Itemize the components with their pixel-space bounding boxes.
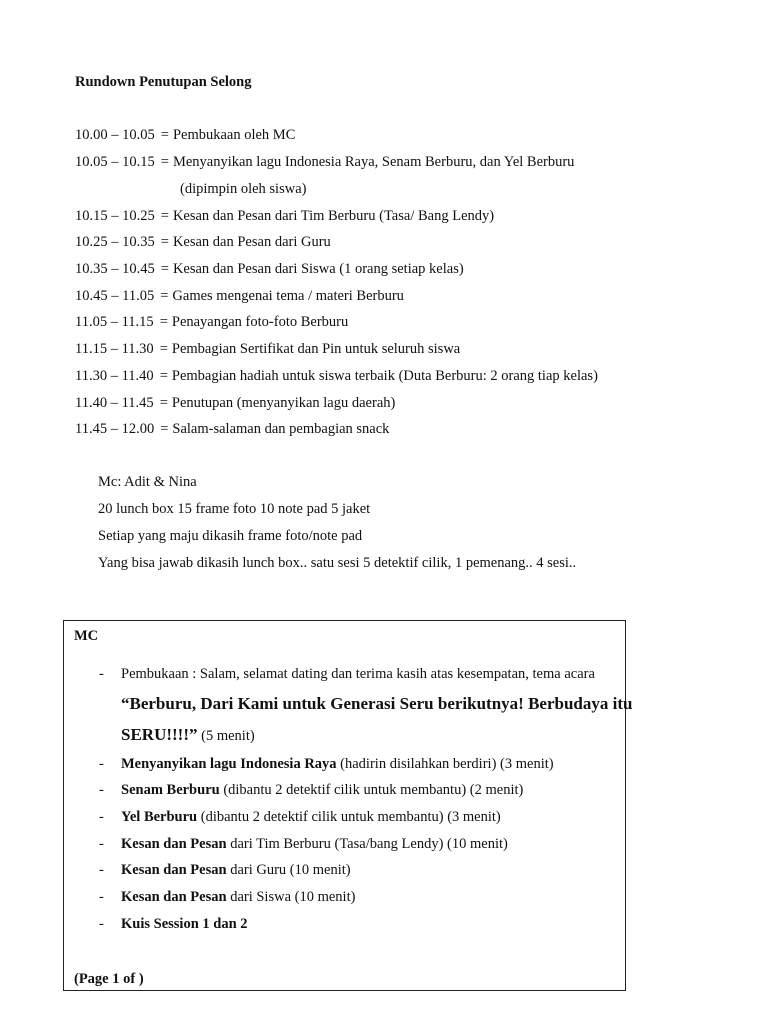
item-bold: Menyanyikan lagu Indonesia Raya	[121, 756, 337, 772]
mc-list-item	[121, 916, 248, 933]
mc-list-item	[121, 809, 501, 826]
item-rest: (hadirin disilahkan berdiri) (3 menit)	[340, 756, 554, 772]
schedule-desc: Pembagian Sertifikat dan Pin untuk seluruh siswa	[171, 341, 461, 357]
item-rest: dari Siswa (10 menit)	[230, 889, 356, 905]
mc-list-item	[121, 862, 351, 879]
equals-sign: =	[160, 154, 169, 170]
equals-sign: =	[160, 127, 169, 143]
equals-sign: =	[159, 314, 168, 330]
schedule-desc: Menyanyikan lagu Indonesia Raya, Senam Berburu, dan Yel Berburu	[172, 154, 575, 170]
document-title: Rundown Penutupan Selong	[75, 74, 252, 90]
theme-duration: (5 menit)	[201, 728, 255, 744]
schedule-row	[75, 127, 295, 144]
schedule-row	[75, 208, 494, 225]
note-line: Yang bisa jawab dikasih lunch box.. satu sesi 5 detektif cilik, 1 pemenang.. 4 sesi..	[98, 555, 577, 571]
schedule-desc: Pembukaan oleh MC	[172, 127, 296, 143]
schedule-row	[75, 154, 574, 171]
schedule-row	[75, 395, 395, 412]
schedule-row	[75, 314, 348, 331]
schedule-time: 11.30 – 11.40	[75, 368, 154, 384]
item-bold: Kesan dan Pesan	[121, 836, 227, 852]
list-dash: -	[99, 836, 104, 852]
list-dash: -	[99, 666, 104, 682]
item-bold: Yel Berburu	[121, 809, 198, 825]
schedule-time: 10.15 – 10.25	[75, 208, 155, 224]
list-dash: -	[99, 782, 104, 798]
item-bold: Kesan dan Pesan	[121, 862, 227, 878]
list-dash: -	[99, 756, 104, 772]
schedule-desc: Penayangan foto-foto Berburu	[171, 314, 349, 330]
item-rest: dari Guru (10 menit)	[230, 862, 351, 878]
item-rest: (dibantu 2 detektif cilik untuk membantu) (3 menit)	[200, 809, 501, 825]
equals-sign: =	[160, 288, 169, 304]
schedule-row	[75, 261, 464, 278]
mc-list-item	[121, 889, 355, 906]
item-bold: Senam Berburu	[121, 782, 220, 798]
schedule-desc: Kesan dan Pesan dari Tim Berburu (Tasa/ Bang Lendy)	[172, 208, 495, 224]
schedule-desc: Penutupan (menyanyikan lagu daerah)	[171, 395, 396, 411]
schedule-desc: Salam-salaman dan pembagian snack	[172, 421, 390, 437]
schedule-row	[75, 234, 331, 251]
schedule-time: 10.45 – 11.05	[75, 288, 155, 304]
list-dash: -	[99, 916, 104, 932]
mc-list-item	[121, 756, 554, 773]
schedule-time: 10.00 – 10.05	[75, 127, 155, 143]
schedule-time: 10.35 – 10.45	[75, 261, 155, 277]
schedule-desc: Kesan dan Pesan dari Guru	[172, 234, 331, 250]
list-dash: -	[99, 809, 104, 825]
schedule-row	[75, 368, 598, 385]
item-bold: Kuis Session 1 dan 2	[121, 916, 248, 932]
item-rest: (dibantu 2 detektif cilik untuk membantu) (2 menit)	[223, 782, 524, 798]
theme-quote-line2	[121, 725, 255, 745]
theme-quote-line1: “Berburu, Dari Kami untuk Generasi Seru berikutnya! Berbudaya itu	[121, 694, 633, 713]
item-rest: dari Tim Berburu (Tasa/bang Lendy) (10 menit)	[230, 836, 508, 852]
note-line: 20 lunch box 15 frame foto 10 note pad 5 jaket	[98, 501, 371, 517]
list-dash: -	[99, 862, 104, 878]
schedule-time: 11.05 – 11.15	[75, 314, 154, 330]
mc-list-item	[121, 782, 523, 799]
equals-sign: =	[159, 341, 168, 357]
equals-sign: =	[160, 234, 169, 250]
schedule-time: 11.40 – 11.45	[75, 395, 154, 411]
mc-list-item	[121, 836, 508, 853]
schedule-row	[75, 288, 404, 305]
equals-sign: =	[159, 395, 168, 411]
list-dash: -	[99, 889, 104, 905]
theme-quote-end: SERU!!!!”	[121, 725, 198, 744]
schedule-row	[75, 421, 389, 438]
opening-item: Pembukaan : Salam, selamat dating dan terima kasih atas kesempatan, tema acara	[121, 666, 595, 682]
equals-sign: =	[159, 368, 168, 384]
schedule-desc-continuation: (dipimpin oleh siswa)	[180, 181, 307, 197]
note-line: Setiap yang maju dikasih frame foto/note pad	[98, 528, 363, 544]
equals-sign: =	[160, 261, 169, 277]
note-line: Mc: Adit & Nina	[98, 474, 197, 490]
schedule-time: 10.25 – 10.35	[75, 234, 155, 250]
schedule-desc: Pembagian hadiah untuk siswa terbaik (Duta Berburu: 2 orang tiap kelas)	[171, 368, 598, 384]
page-footer: (Page 1 of )	[74, 971, 144, 987]
mc-box-title: MC	[74, 628, 99, 644]
schedule-desc: Games mengenai tema / materi Berburu	[172, 288, 404, 304]
equals-sign: =	[160, 421, 169, 437]
schedule-time: 11.45 – 12.00	[75, 421, 155, 437]
schedule-desc: Kesan dan Pesan dari Siswa (1 orang setiap kelas)	[172, 261, 464, 277]
equals-sign: =	[160, 208, 169, 224]
schedule-time: 10.05 – 10.15	[75, 154, 155, 170]
schedule-time: 11.15 – 11.30	[75, 341, 154, 357]
item-bold: Kesan dan Pesan	[121, 889, 227, 905]
schedule-row	[75, 341, 460, 358]
